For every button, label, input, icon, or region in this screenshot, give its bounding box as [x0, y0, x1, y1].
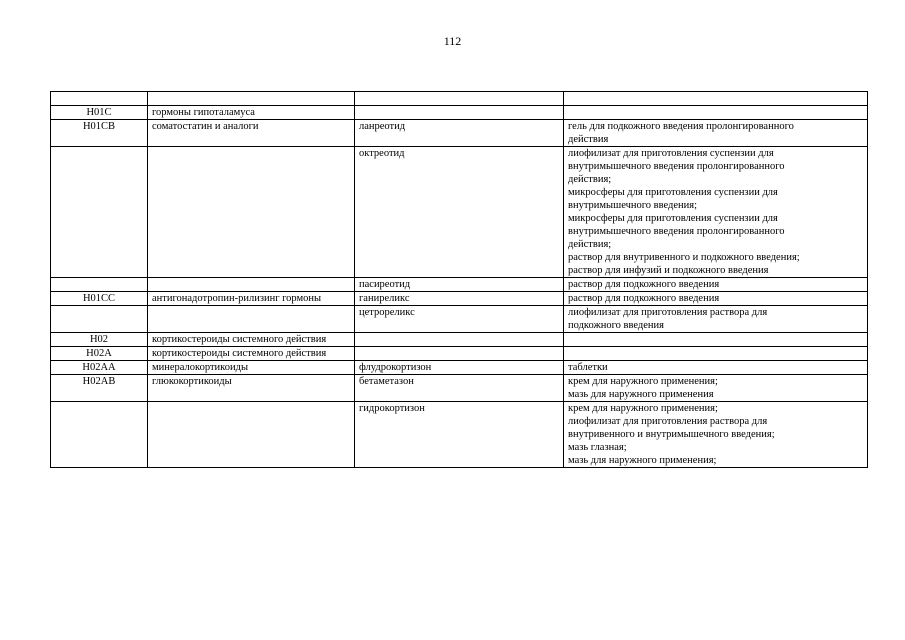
atc-code-cell: [51, 306, 148, 333]
dosage-form-cell: [564, 278, 868, 292]
table-row: [51, 120, 868, 147]
group-name-cell: кортикостероиды системного действия: [148, 347, 355, 361]
drug-name-cell: ланреотид: [355, 120, 564, 147]
table-row: [51, 333, 868, 347]
drug-name-cell: ганиреликс: [355, 292, 564, 306]
drug-name-cell: цетрореликс: [355, 306, 564, 333]
dosage-form-line: внутримышечного введения пролонгированного: [568, 226, 785, 237]
drug-name-cell: гидрокортизон: [355, 402, 564, 468]
dosage-form-line: внутримышечного введения пролонгированного: [568, 161, 785, 172]
dosage-form-line: раствор для внутривенного и подкожного введения;: [568, 252, 800, 263]
dosage-form-cell: [564, 92, 868, 106]
group-name-cell: [148, 278, 355, 292]
group-name-cell: [148, 306, 355, 333]
group-name-cell: гормоны гипоталамуса: [148, 106, 355, 120]
dosage-form-line: крем для наружного применения;: [568, 376, 718, 387]
table-row: [51, 278, 868, 292]
group-name-cell: антигонадотропин-рилизинг гормоны: [148, 292, 355, 306]
table-row: [51, 306, 868, 333]
atc-code-cell: H01CB: [51, 120, 148, 147]
atc-code-cell: H02A: [51, 347, 148, 361]
drug-name-cell: [355, 347, 564, 361]
dosage-form-line: внутримышечного введения;: [568, 200, 698, 211]
dosage-form-line: таблетки: [568, 362, 608, 373]
dosage-form-line: подкожного введения: [568, 320, 664, 331]
drug-name-cell: бетаметазон: [355, 375, 564, 402]
atc-code-cell: [51, 92, 148, 106]
table-row: [51, 92, 868, 106]
dosage-form-cell: [564, 292, 868, 306]
atc-code-cell: H01C: [51, 106, 148, 120]
drug-name-cell: пасиреотид: [355, 278, 564, 292]
drug-name-cell: [355, 92, 564, 106]
atc-code-cell: H02AB: [51, 375, 148, 402]
table-row: [51, 106, 868, 120]
dosage-form-line: микросферы для приготовления суспензии для: [568, 187, 778, 198]
dosage-form-line: раствор для подкожного введения: [568, 293, 720, 304]
dosage-form-line: раствор для подкожного введения: [568, 279, 720, 290]
dosage-form-line: мазь для наружного применения: [568, 389, 714, 400]
group-name-cell: соматостатин и аналоги: [148, 120, 355, 147]
table-row: [51, 147, 868, 278]
table-row: [51, 402, 868, 468]
table-row: [51, 361, 868, 375]
dosage-form-line: мазь глазная;: [568, 442, 627, 453]
table-row: [51, 375, 868, 402]
dosage-form-line: раствор для инфузий и подкожного введения: [568, 265, 769, 276]
atc-code-cell: H02: [51, 333, 148, 347]
atc-code-cell: H01CC: [51, 292, 148, 306]
group-name-cell: кортикостероиды системного действия: [148, 333, 355, 347]
dosage-form-cell: [564, 361, 868, 375]
dosage-form-cell: [564, 375, 868, 402]
dosage-form-line: мазь для наружного применения;: [568, 455, 717, 466]
dosage-form-cell: [564, 402, 868, 468]
drug-name-cell: октреотид: [355, 147, 564, 278]
atc-code-cell: [51, 278, 148, 292]
dosage-form-line: лиофилизат для приготовления раствора для: [568, 416, 768, 427]
group-name-cell: [148, 402, 355, 468]
atc-code-cell: [51, 147, 148, 278]
group-name-cell: [148, 147, 355, 278]
table-row: [51, 347, 868, 361]
dosage-form-cell: [564, 120, 868, 147]
dosage-form-line: внутривенного и внутримышечного введения;: [568, 429, 775, 440]
dosage-form-cell: [564, 347, 868, 361]
group-name-cell: [148, 92, 355, 106]
dosage-form-line: крем для наружного применения;: [568, 403, 718, 414]
dosage-form-line: гель для подкожного введения пролонгированного: [568, 121, 794, 132]
dosage-form-cell: [564, 147, 868, 278]
drug-name-cell: [355, 106, 564, 120]
drug-name-cell: флудрокортизон: [355, 361, 564, 375]
dosage-form-line: микросферы для приготовления суспензии для: [568, 213, 778, 224]
dosage-form-line: действия;: [568, 239, 612, 250]
atc-code-cell: H02AA: [51, 361, 148, 375]
medication-table: [50, 91, 868, 468]
page-number: 112: [443, 34, 462, 48]
dosage-form-cell: [564, 106, 868, 120]
dosage-form-line: действия;: [568, 174, 612, 185]
dosage-form-cell: [564, 333, 868, 347]
atc-code-cell: [51, 402, 148, 468]
dosage-form-line: действия: [568, 134, 609, 145]
table-row: [51, 292, 868, 306]
dosage-form-line: лиофилизат для приготовления раствора для: [568, 307, 768, 318]
dosage-form-cell: [564, 306, 868, 333]
drug-name-cell: [355, 333, 564, 347]
group-name-cell: глюкокортикоиды: [148, 375, 355, 402]
dosage-form-line: лиофилизат для приготовления суспензии для: [568, 148, 774, 159]
group-name-cell: минералокортикоиды: [148, 361, 355, 375]
